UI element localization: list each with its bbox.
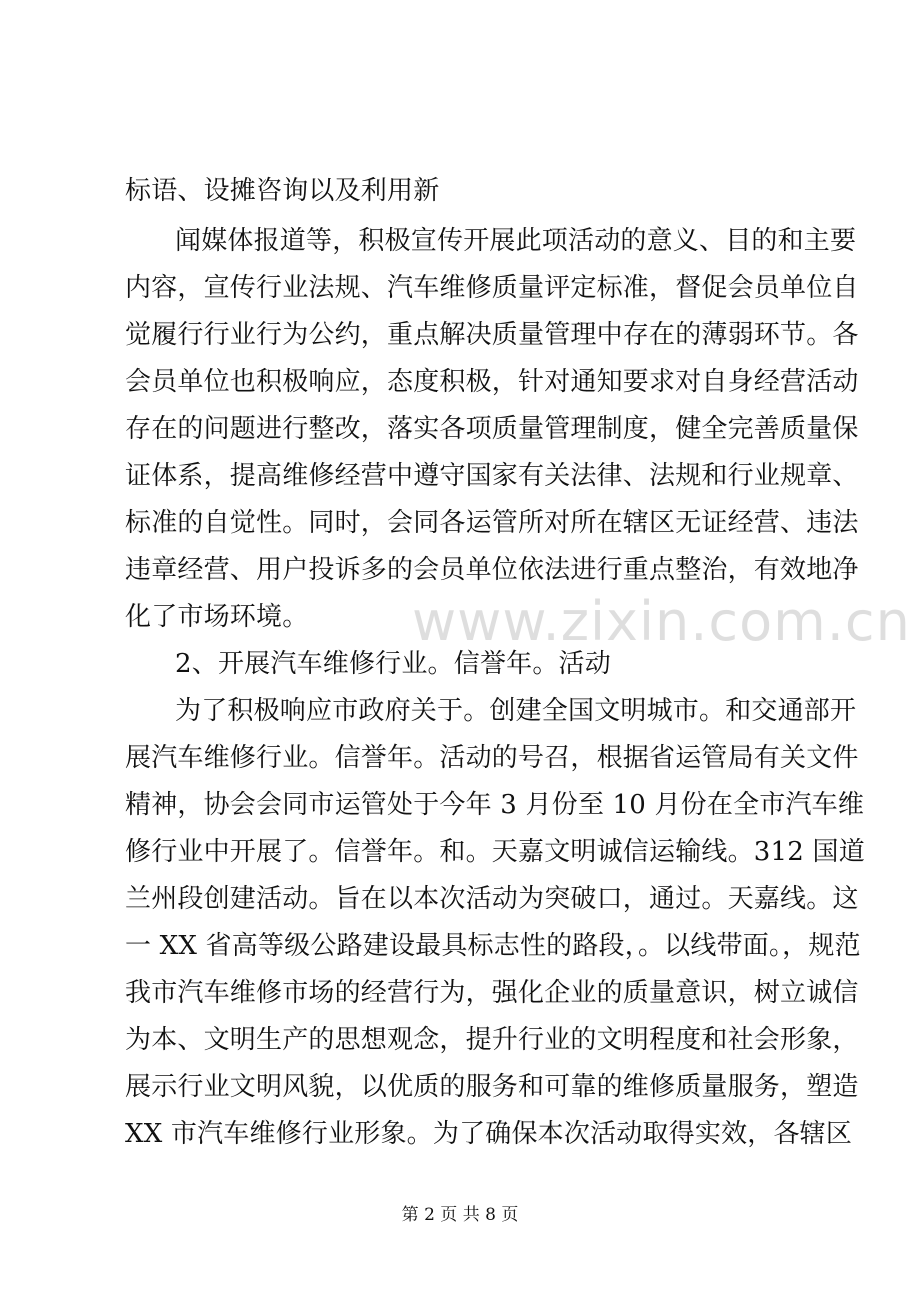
text-line: 展示行业文明风貌，以优质的服务和可靠的维修质量服务，塑造	[125, 1072, 859, 1102]
text-line: 化了市场环境。	[125, 602, 309, 632]
text-line: 为本、文明生产的思想观念，提升行业的文明程度和社会形象，	[125, 1025, 859, 1055]
text-line: XX 市汽车维修行业形象。为了确保本次活动取得实效，各辖区	[125, 1119, 853, 1149]
text-line: 我市汽车维修市场的经营行为，强化企业的质量意识，树立诚信	[125, 978, 859, 1008]
text-line: 存在的问题进行整改，落实各项质量管理制度，健全完善质量保	[125, 414, 859, 444]
text-line: 标语、设摊咨询以及利用新	[125, 176, 440, 206]
text-line: 觉履行行业行为公约，重点解决质量管理中存在的薄弱环节。各	[125, 320, 859, 350]
text-line: 标准的自觉性。同时，会同各运管所对所在辖区无证经营、违法	[125, 508, 859, 538]
text-line: 一 XX 省高等级公路建设最具标志性的路段，。以线带面。，规范	[125, 931, 861, 961]
text-line: 会员单位也积极响应，态度积极，针对通知要求对自身经营活动	[125, 367, 859, 397]
text-line: 修行业中开展了。信誉年。和。天嘉文明诚信运输线。312 国道	[125, 837, 865, 867]
paragraph-start-line: 闻媒体报道等，积极宣传开展此项活动的意义、目的和主要	[175, 226, 857, 256]
watermark: www.zixin.com.cn	[412, 590, 911, 653]
section-heading: 2、开展汽车维修行业。信誉年。活动	[175, 649, 611, 679]
paragraph-start-line: 为了积极响应市政府关于。创建全国文明城市。和交通部开	[175, 696, 857, 726]
text-line: 证体系，提高维修经营中遵守国家有关法律、法规和行业规章、	[125, 461, 859, 491]
text-line: 精神，协会会同市运管处于今年 3 月份至 10 月份在全市汽车维	[125, 790, 865, 820]
page-footer: 第 2 页 共 8 页	[401, 1205, 519, 1225]
text-line: 展汽车维修行业。信誉年。活动的号召，根据省运管局有关文件	[125, 743, 859, 773]
text-line: 内容，宣传行业法规、汽车维修质量评定标准，督促会员单位自	[125, 273, 859, 303]
text-line: 违章经营、用户投诉多的会员单位依法进行重点整治，有效地净	[125, 555, 859, 585]
text-line: 兰州段创建活动。旨在以本次活动为突破口，通过。天嘉线。这	[125, 884, 859, 914]
